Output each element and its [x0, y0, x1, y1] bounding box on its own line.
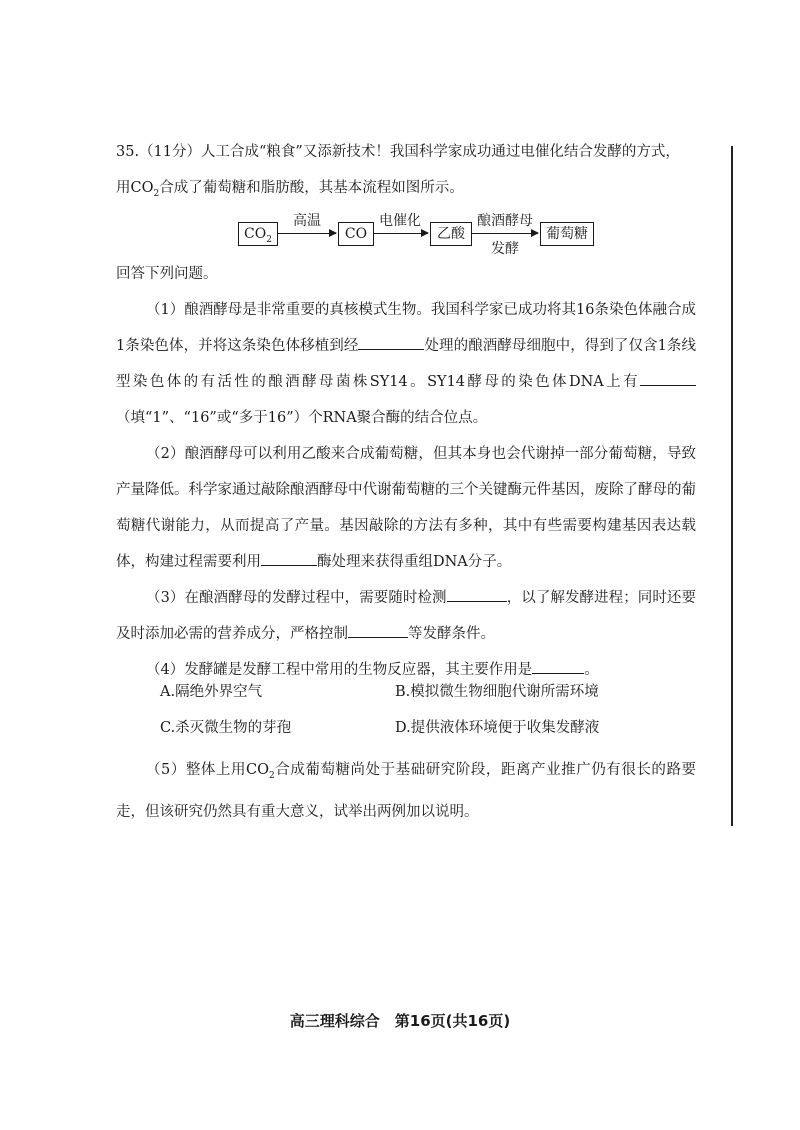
answer-prompt: 回答下列问题。 — [116, 266, 218, 282]
flow-arrow-2 — [374, 233, 428, 234]
question-title: 35.（11分）人工合成“粮食”又添新技术！我国科学家成功通过电催化结合发酵的方式， — [116, 144, 680, 160]
subquestion-3: （3）在酿酒酵母的发酵过程中，需要随时检测 ，以了解发酵进程；同时还要及时添加必需的营养成分，严格控制 等发酵条件。 — [116, 580, 696, 652]
flow-label-step2: 电催化 — [379, 213, 421, 229]
question-intro: 用$CO_2$合成了葡萄糖和脂肪酸，其基本流程如图所示。 — [116, 180, 464, 199]
subquestion-1: （1）酿酒酵母是非常重要的真核模式生物。我国科学家已成功将其16条染色体融合成1条染色体，并将这条染色体移植到经 处理的酿酒酵母细胞中，得到了仅含1条线型染色体的有活性的酿酒酵母菌株SY14。SY14酵母的染色体DNA上有（填“1”、“16”或“多于16”）个RNA聚合酶的结合位点。 — [116, 302, 696, 426]
flow-arrow-3 — [472, 233, 538, 234]
flow-node-co2: $CO_2$ — [238, 222, 278, 246]
flow-label-step3-bottom: 发酵 — [491, 241, 519, 257]
flow-node-acetate: 乙酸 — [430, 222, 472, 246]
subquestion-4: （4）发酵罐是发酵工程中常用的生物反应器，其主要作用是 。 — [116, 652, 696, 688]
flow-label-step1: 高温 — [293, 213, 321, 229]
flow-arrow-1 — [278, 233, 336, 234]
subquestion-5: （5）整体上用$CO_2$合成葡萄糖尚处于基础研究阶段，距离产业推广仍有很长的路要走，但该研究仍然具有重大意义，试举出两例加以说明。 — [116, 762, 697, 820]
option-c[interactable]: C.杀灭微生物的芽孢 — [160, 720, 292, 736]
flow-node-co: CO — [338, 222, 374, 246]
option-d[interactable]: D.提供液体环境便于收集发酵液 — [395, 720, 600, 736]
question-header — [116, 134, 696, 212]
blank-1-1[interactable] — [358, 333, 424, 350]
blank-4-1[interactable] — [532, 657, 584, 674]
blank-3-1[interactable] — [447, 585, 507, 602]
flow-node-glucose: 葡萄糖 — [540, 222, 594, 246]
blank-3-2[interactable] — [348, 621, 408, 638]
option-b[interactable]: B.模拟微生物细胞代谢所需环境 — [395, 684, 599, 700]
flow-label-step3-top: 酿酒酵母 — [477, 213, 533, 229]
margin-rule — [731, 146, 733, 826]
option-a[interactable]: A.隔绝外界空气 — [160, 684, 263, 700]
blank-1-2[interactable] — [640, 369, 696, 386]
blank-2-1[interactable] — [261, 549, 317, 566]
subquestion-2: （2）酿酒酵母可以利用乙酸来合成葡萄糖，但其本身也会代谢掉一部分葡萄糖，导致产量降低。科学家通过敲除酿酒酵母中代谢葡萄糖的三个关键酶元件基因，废除了酵母的葡萄糖代谢能力，从而提高了产量。基因敲除的方法有多种，其中有些需要构建基因表达载体，构建过程需要利用 酶处理来获得重组DNA分子。 — [116, 446, 696, 570]
page-footer: 高三理科综合 第16页(共16页) — [289, 1012, 511, 1030]
